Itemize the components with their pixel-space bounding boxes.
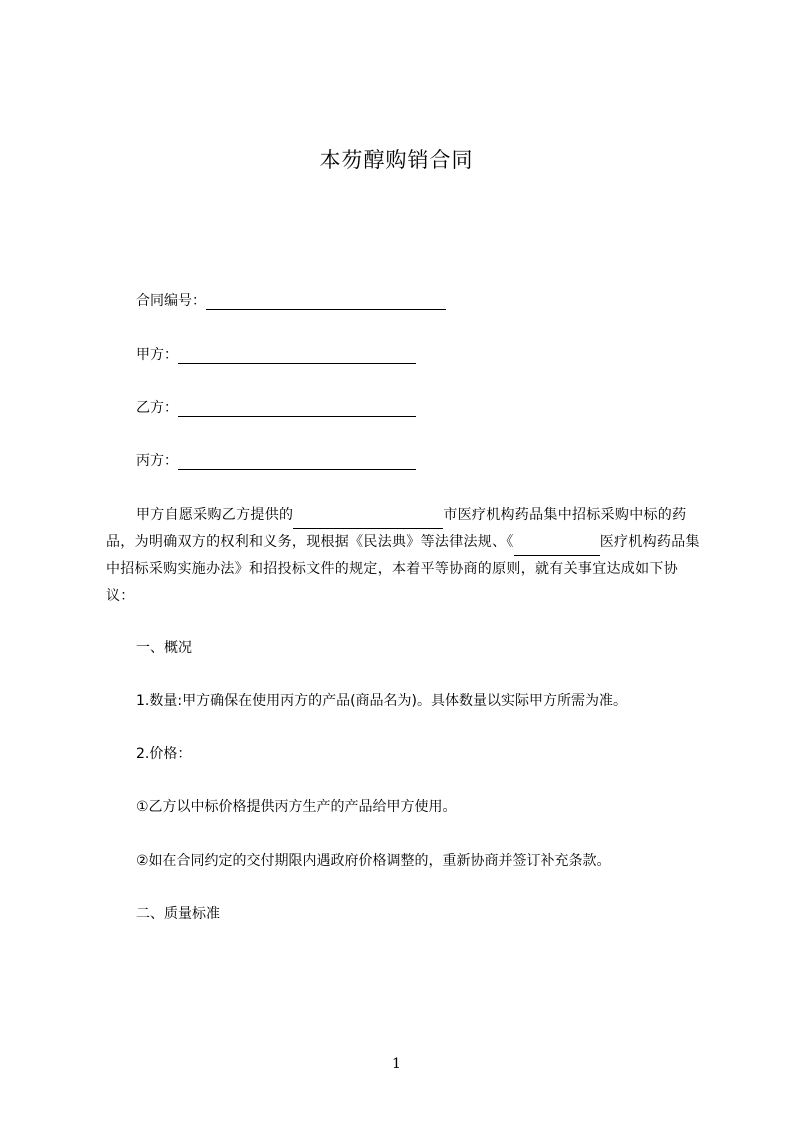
party-c-field — [136, 452, 416, 470]
party-a-label: 甲方： — [136, 347, 178, 363]
contract-number-field — [136, 292, 446, 310]
party-c-blank — [178, 454, 416, 470]
region-blank — [514, 540, 600, 556]
contract-number-blank — [206, 294, 446, 310]
intro-text-3: 医疗机构药品集中招标采购实施办法》和招投标文件的规定，本着平等协商的原则，就有关事宜达成如下协议： — [106, 534, 700, 604]
party-c-label: 丙方： — [136, 453, 178, 469]
document-title: 本芴醇购销合同 — [319, 148, 474, 172]
party-b-blank — [178, 401, 416, 417]
page-number: 1 — [392, 1056, 401, 1072]
intro-text-2: 市医疗机构药品集中招标采购中标的药品，为明确双方的权利和义务，现根据《民法典》等法律法规、《 — [106, 507, 687, 550]
party-a-field — [136, 346, 416, 364]
intro-paragraph — [106, 502, 706, 610]
price-subclause-1: ①乙方以中标价格提供丙方生产的产品给甲方使用。 — [136, 799, 457, 815]
intro-text-1: 甲方自愿采购乙方提供的 — [136, 507, 294, 523]
contract-number-label: 合同编号： — [136, 293, 206, 309]
party-b-label: 乙方： — [136, 400, 178, 416]
party-b-field — [136, 399, 416, 417]
city-blank — [293, 513, 443, 529]
party-a-blank — [178, 348, 416, 364]
quantity-clause: 1.数量:甲方确保在使用丙方的产品(商品名为)。具体数量以实际甲方所需为准。 — [136, 693, 627, 709]
price-subclause-2: ②如在合同约定的交付期限内遇政府价格调整的，重新协商并签订补充条款。 — [136, 853, 611, 869]
section-overview-heading: 一、概况 — [136, 640, 192, 656]
section-quality-heading: 二、质量标准 — [136, 906, 220, 922]
price-clause: 2.价格： — [136, 746, 192, 762]
